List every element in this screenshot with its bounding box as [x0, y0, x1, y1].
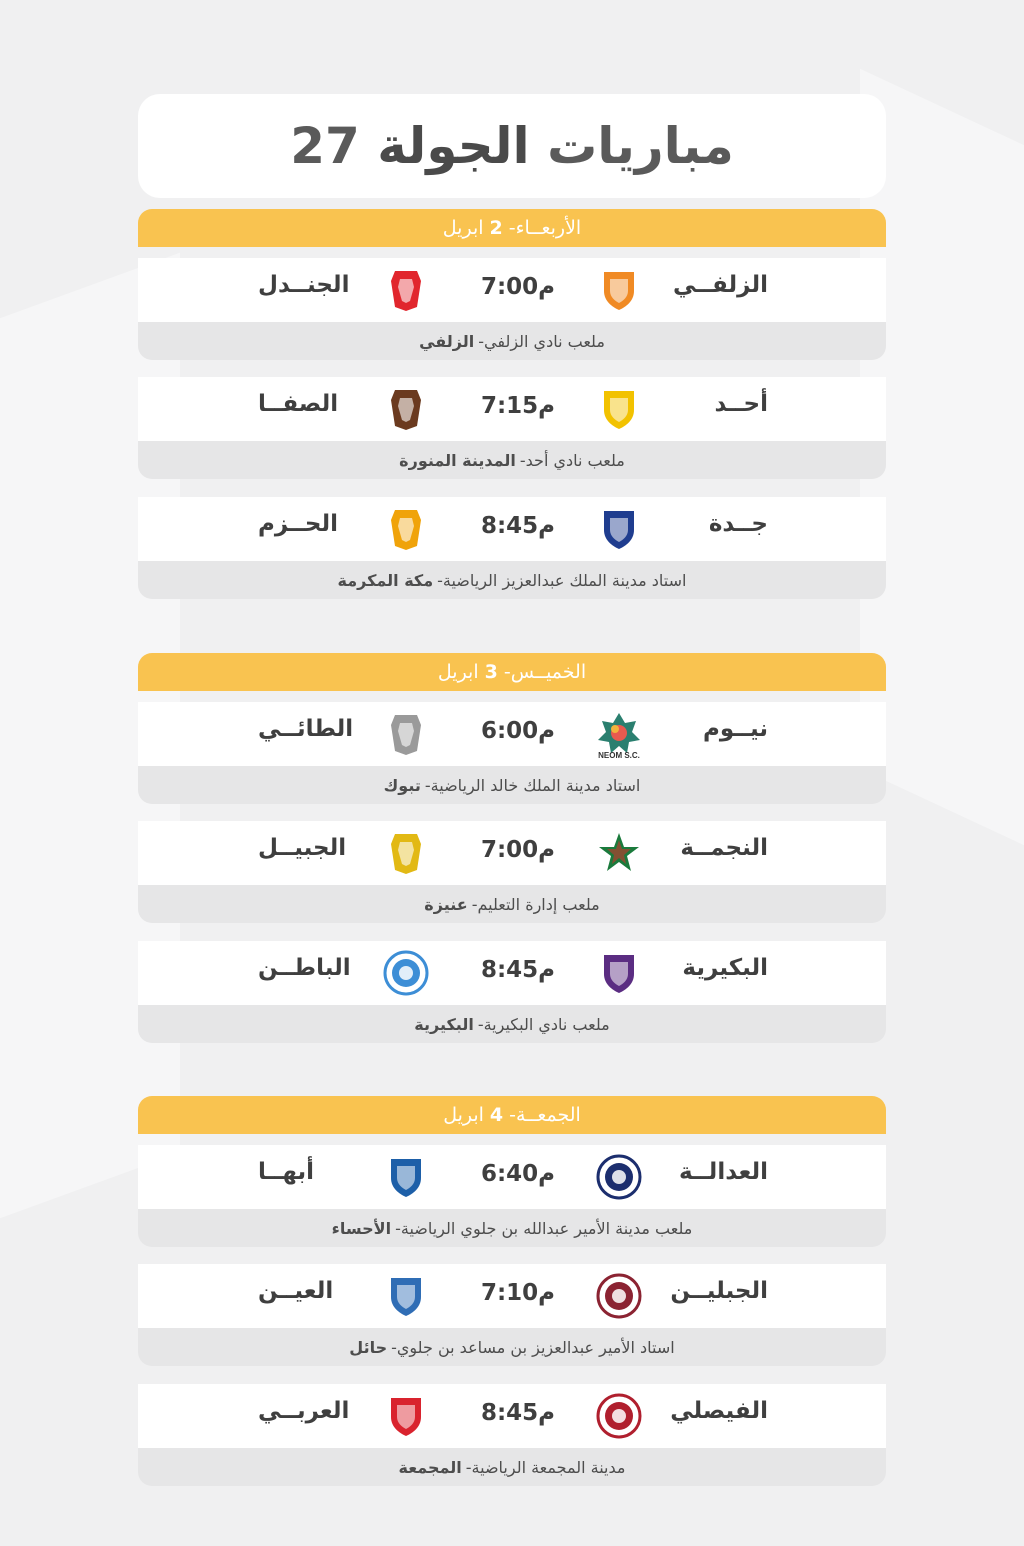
venue-separator: -: [471, 894, 478, 914]
ohod-shield-icon: [596, 386, 642, 432]
venue-name: استاد الأمير عبدالعزيز بن مساعد بن جلوي: [396, 1337, 675, 1357]
title-bold: الجولة: [377, 117, 530, 175]
kickoff-time: 8:45م: [480, 957, 556, 983]
match-row: [138, 941, 886, 1005]
venue-city: مكة المكرمة: [337, 570, 434, 590]
day-separator: -: [509, 1104, 517, 1126]
venue-separator: -: [424, 775, 431, 795]
aladalah-badge-icon: [596, 1154, 642, 1200]
neom-star-icon: [596, 711, 642, 760]
match-row: [138, 1264, 886, 1328]
away-team-name: العيــن: [258, 1278, 334, 1304]
jeddah-shield-icon-graphic: [596, 506, 642, 552]
day-number: 2: [489, 217, 503, 239]
alnajma-star-icon-graphic: [596, 830, 642, 876]
albukiryah-shield-icon: [596, 950, 642, 996]
day-month: ابريل: [443, 1104, 484, 1126]
away-team-name: الباطــن: [258, 955, 351, 981]
venue-name: ملعب مدينة الأمير عبدالله بن جلوي الرياضية: [400, 1218, 693, 1238]
match-row: [138, 377, 886, 441]
home-team-name: الجبليــن: [670, 1278, 768, 1304]
kickoff-time: 8:45م: [480, 1400, 556, 1426]
home-team-name: الزلفــي: [672, 272, 768, 298]
venue-name: ملعب نادي الزلفي: [484, 331, 605, 351]
venue-name: ملعب نادي أحد: [525, 450, 625, 470]
away-team-name: أبهــا: [258, 1159, 315, 1185]
home-team-name: النجمــة: [680, 835, 768, 861]
venue-separator: -: [437, 570, 443, 590]
away-team-name: العربــي: [258, 1398, 350, 1424]
match-row: [138, 497, 886, 561]
home-team-name: جــدة: [708, 511, 768, 537]
venue-bar: [138, 322, 886, 360]
kickoff-time: 7:10م: [480, 1280, 556, 1306]
venue-bar: [138, 1328, 886, 1366]
albukiryah-shield-icon-graphic: [596, 950, 642, 996]
match-card[interactable]: [138, 377, 886, 479]
day-header: [138, 653, 886, 691]
ohod-shield-icon-graphic: [596, 386, 642, 432]
venue-name: استاد مدينة الملك خالد الرياضية: [430, 775, 641, 795]
title-prefix: مباريات: [547, 117, 734, 175]
venue-separator: -: [478, 331, 485, 351]
venue-name: استاد مدينة الملك عبدالعزيز الرياضية: [442, 570, 687, 590]
jeddah-shield-icon: [596, 506, 642, 552]
day-separator: -: [508, 217, 516, 239]
day-name: الخميــس: [510, 661, 587, 683]
away-team-name: الطائــي: [258, 716, 354, 742]
aljabalain-badge-icon-graphic: [596, 1273, 642, 1319]
kickoff-time: 7:00م: [480, 274, 556, 300]
venue-city: الزلفي: [419, 331, 475, 351]
venue-bar: [138, 1448, 886, 1486]
alzulfi-shield-icon-graphic: [596, 267, 642, 313]
venue-city: البكيرية: [414, 1014, 474, 1034]
match-row: [138, 1384, 886, 1448]
venue-name: مدينة المجمعة الرياضية: [471, 1457, 626, 1477]
venue-bar: [138, 441, 886, 479]
venue-name: ملعب نادي البكيرية: [483, 1014, 610, 1034]
day-header: [138, 1096, 886, 1134]
alnajma-star-icon: [596, 830, 642, 876]
home-team-name: العدالــة: [679, 1159, 768, 1185]
venue-city: المدينة المنورة: [399, 450, 516, 470]
home-team-name: نيــوم: [702, 716, 768, 742]
venue-separator: -: [477, 1014, 484, 1034]
alfaisaly-badge-icon: [596, 1393, 642, 1439]
match-card[interactable]: [138, 1384, 886, 1486]
venue-city: المجمعة: [398, 1457, 462, 1477]
aladalah-badge-icon-graphic: [596, 1154, 642, 1200]
home-team-name: البكيرية: [682, 955, 768, 981]
match-card[interactable]: [138, 702, 886, 804]
day-month: ابريل: [437, 661, 479, 683]
venue-city: تبوك: [383, 775, 421, 795]
away-team-name: الصفــا: [258, 391, 339, 417]
day-header: [138, 209, 886, 247]
venue-name: ملعب إدارة التعليم: [477, 894, 600, 914]
venue-separator: -: [391, 1337, 397, 1357]
alfaisaly-badge-icon-graphic: [596, 1393, 642, 1439]
match-card[interactable]: [138, 497, 886, 599]
away-team-name: الجبيــل: [258, 835, 347, 861]
match-row: [138, 702, 886, 766]
venue-bar: [138, 561, 886, 599]
kickoff-time: 7:15م: [480, 393, 556, 419]
aljabalain-badge-icon: [596, 1273, 642, 1319]
kickoff-time: 8:45م: [480, 513, 556, 539]
day-month: ابريل: [442, 217, 484, 239]
venue-city: حائل: [349, 1337, 388, 1357]
venue-bar: [138, 1209, 886, 1247]
kickoff-time: 6:00م: [480, 718, 556, 744]
match-card[interactable]: [138, 941, 886, 1043]
day-number: 4: [489, 1104, 504, 1126]
day-separator: -: [503, 661, 511, 683]
day-name: الجمعــة: [516, 1104, 581, 1126]
match-row: [138, 1145, 886, 1209]
match-row: [138, 258, 886, 322]
title-round: 27: [290, 117, 360, 175]
venue-separator: -: [519, 450, 526, 470]
match-card[interactable]: [138, 821, 886, 923]
match-card[interactable]: [138, 258, 886, 360]
venue-city: الأحساء: [331, 1218, 392, 1238]
match-row: [138, 821, 886, 885]
match-card[interactable]: [138, 1145, 886, 1247]
venue-city: عنيزة: [424, 894, 468, 914]
title-card: [138, 94, 886, 198]
venue-bar: [138, 885, 886, 923]
kickoff-time: 6:40م: [480, 1161, 556, 1187]
match-card[interactable]: [138, 1264, 886, 1366]
venue-bar: [138, 1005, 886, 1043]
kickoff-time: 7:00م: [480, 837, 556, 863]
day-name: الأربعــاء: [515, 217, 582, 239]
logo-caption: NEOM S.C.: [598, 751, 640, 760]
alzulfi-shield-icon: [596, 267, 642, 313]
home-team-name: الفيصلي: [670, 1398, 768, 1424]
away-team-name: الحــزم: [258, 511, 338, 537]
home-team-name: أحــد: [714, 391, 768, 417]
venue-separator: -: [465, 1457, 472, 1477]
day-number: 3: [484, 661, 498, 683]
page-title: [290, 117, 734, 175]
away-team-name: الجنــدل: [258, 272, 350, 298]
venue-separator: -: [395, 1218, 401, 1238]
venue-bar: [138, 766, 886, 804]
